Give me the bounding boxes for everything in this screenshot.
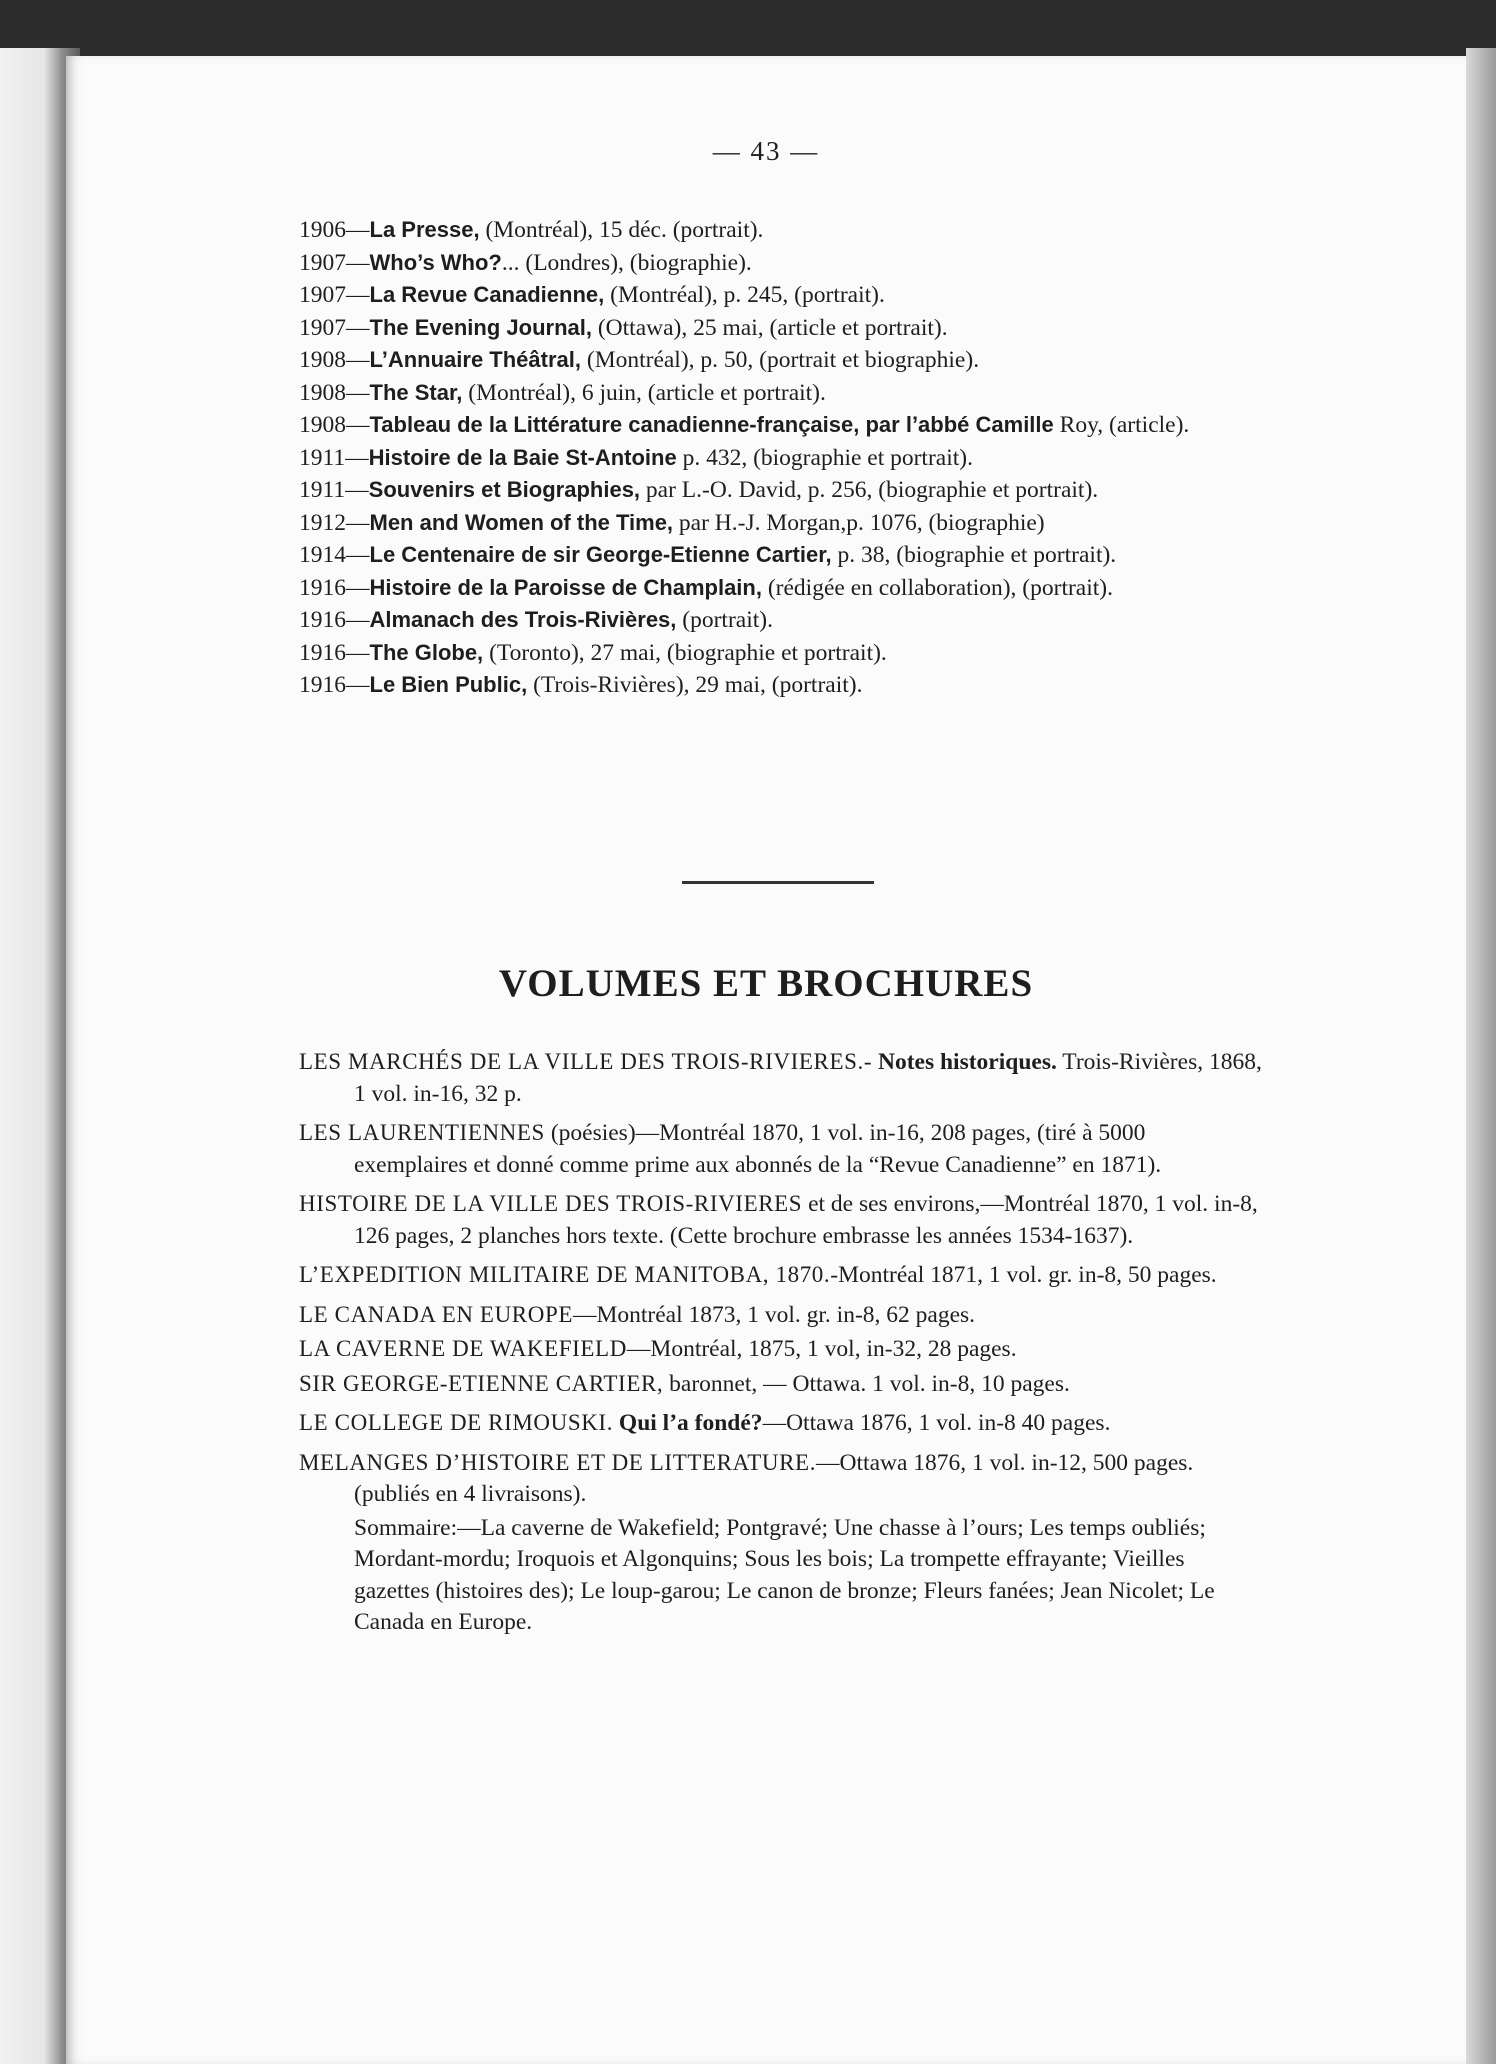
volume-entry: LE CANADA EN EUROPE—Montréal 1873, 1 vol. gr. in-8, 62 pages. — [299, 1301, 976, 1328]
sommaire-text: Sommaire:—La caverne de Wakefield; Pontgravé; Une chasse à l’ours; Les temps oubliés; Mordant-mordu; Iroquois et Algonquins; Sous les bois; La trompette effrayante; Vieilles gazettes (histoires des); Le loup-garou; Le canon de bronze; Fleurs fanées; Jean Nicolet; Le Canada en Europe. — [354, 1514, 1215, 1635]
press-entry: 1912—Men and Women of the Time, par H.-J. Morgan,p. 1076, (biographie) — [299, 509, 1045, 536]
page-edge — [1466, 48, 1496, 2064]
book-page — [66, 56, 1466, 2064]
press-entry: 1916—Le Bien Public, (Trois-Rivières), 29 mai, (portrait). — [299, 672, 863, 698]
press-entry: 1907—La Revue Canadienne, (Montréal), p. 245, (portrait). — [299, 282, 885, 308]
press-entry: 1907—The Evening Journal, (Ottawa), 25 mai, (article et portrait). — [299, 314, 948, 341]
press-entry: 1911—Histoire de la Baie St-Antoine p. 432, (biographie et portrait). — [299, 444, 973, 471]
press-entry: 1916—Almanach des Trois-Rivières, (portrait). — [299, 607, 773, 633]
page-number: — 43 — — [712, 136, 820, 166]
press-list — [299, 214, 1264, 702]
volume-entry: LES LAURENTIENNES (poésies)—Montréal 1870, 1 vol. in-16, 208 pages, (tiré à 5000 exemplaires et donné comme prime aux abonnés de la “Revue Canadienne” en 1871). — [299, 1120, 1162, 1178]
press-entry: 1916—Histoire de la Paroisse de Champlain, (rédigée en collaboration), (portrait). — [299, 574, 1113, 601]
press-entry: 1908—Tableau de la Littérature canadienne-française, par l’abbé Camille Roy, (article). — [299, 412, 1190, 438]
press-entry: 1907—Who’s Who?... (Londres), (biographie). — [299, 249, 752, 276]
press-entry: 1906—La Presse, (Montréal), 15 déc. (portrait). — [299, 217, 764, 243]
section-divider — [682, 881, 874, 884]
press-entry: 1916—The Globe, (Toronto), 27 mai, (biographie et portrait). — [299, 639, 887, 666]
press-entry: 1908—L’Annuaire Théâtral, (Montréal), p. 50, (portrait et biographie). — [299, 347, 980, 373]
volume-entry: MELANGES D’HISTOIRE ET DE LITTERATURE.—Ottawa 1876, 1 vol. in-12, 500 pages. (publiés en 4 livraisons). — [299, 1449, 1194, 1507]
volume-entry: HISTOIRE DE LA VILLE DES TROIS-RIVIERES et de ses environs,—Montréal 1870, 1 vol. in-8, 126 pages, 2 planches hors texte. (Cette brochure embrasse les années 1534-1637). — [299, 1191, 1258, 1249]
press-entry: 1908—The Star, (Montréal), 6 juin, (article et portrait). — [299, 379, 826, 406]
press-entry: 1911—Souvenirs et Biographies, par L.-O. David, p. 256, (biographie et portrait). — [299, 477, 1099, 503]
volume-entry: L’EXPEDITION MILITAIRE DE MANITOBA, 1870.-Montréal 1871, 1 vol. gr. in-8, 50 pages. — [299, 1262, 1217, 1288]
volume-entry: LA CAVERNE DE WAKEFIELD—Montréal, 1875, 1 vol, in-32, 28 pages. — [299, 1336, 1017, 1362]
volume-entry: LE COLLEGE DE RIMOUSKI. Qui l’a fondé?—Ottawa 1876, 1 vol. in-8 40 pages. — [299, 1410, 1111, 1436]
volume-entry: LES MARCHÉS DE LA VILLE DES TROIS-RIVIERES.- Notes historiques. Trois-Rivières, 1868, 1 vol. in-16, 32 p. — [299, 1049, 1262, 1107]
press-entry: 1914—Le Centenaire de sir George-Etienne Cartier, p. 38, (biographie et portrait). — [299, 542, 1117, 568]
volumes-list — [299, 1046, 1264, 1639]
section-heading: VOLUMES ET BROCHURES — [498, 962, 1034, 1005]
volume-entry: SIR GEORGE-ETIENNE CARTIER, baronnet, — Ottawa. 1 vol. in-8, 10 pages. — [299, 1370, 1070, 1397]
